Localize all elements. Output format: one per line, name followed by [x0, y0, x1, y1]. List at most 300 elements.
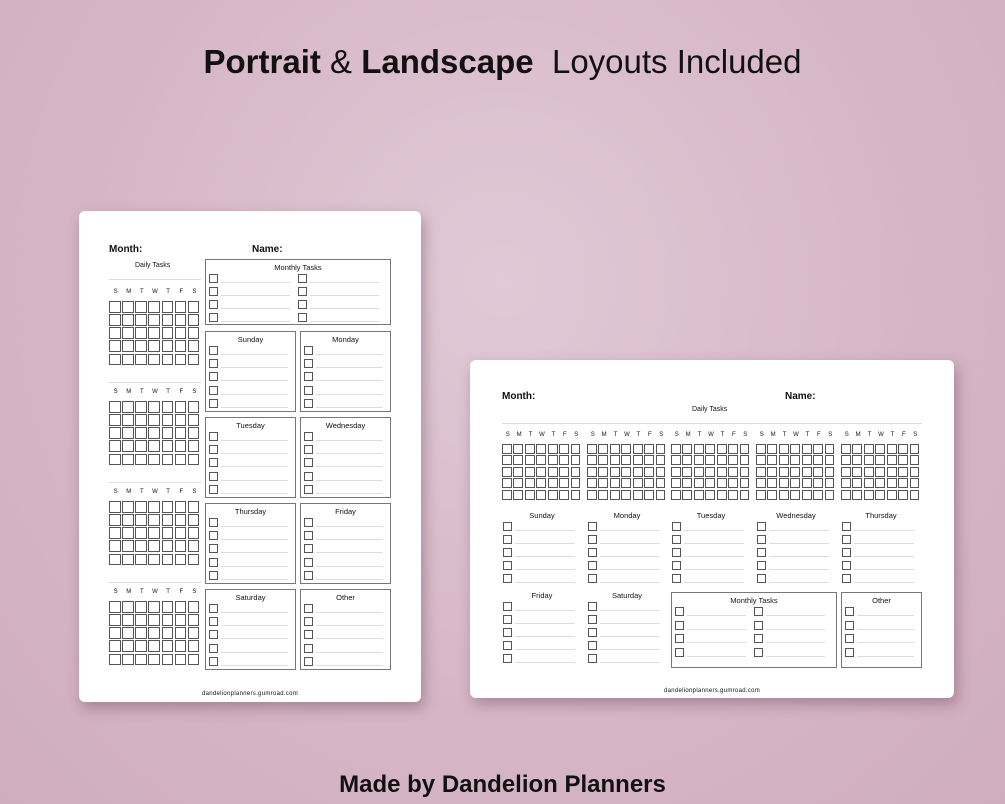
habit-checkbox[interactable]	[188, 354, 200, 366]
task-checkbox[interactable]	[304, 604, 313, 613]
habit-checkbox[interactable]	[705, 478, 715, 488]
habit-checkbox[interactable]	[188, 640, 200, 652]
habit-checkbox[interactable]	[740, 478, 750, 488]
task-checkbox[interactable]	[304, 558, 313, 567]
habit-checkbox[interactable]	[887, 467, 897, 477]
habit-checkbox[interactable]	[109, 540, 121, 552]
habit-checkbox[interactable]	[852, 478, 862, 488]
task-checkbox[interactable]	[757, 522, 766, 531]
task-checkbox[interactable]	[304, 544, 313, 553]
habit-checkbox[interactable]	[109, 314, 121, 326]
task-checkbox[interactable]	[754, 634, 763, 643]
habit-checkbox[interactable]	[841, 490, 851, 500]
habit-checkbox[interactable]	[135, 627, 147, 639]
habit-checkbox[interactable]	[756, 467, 766, 477]
habit-checkbox[interactable]	[525, 444, 535, 454]
habit-checkbox[interactable]	[188, 427, 200, 439]
habit-checkbox[interactable]	[587, 490, 597, 500]
habit-checkbox[interactable]	[536, 478, 546, 488]
habit-checkbox[interactable]	[825, 490, 835, 500]
habit-checkbox[interactable]	[717, 478, 727, 488]
habit-checkbox[interactable]	[175, 314, 187, 326]
task-checkbox[interactable]	[675, 634, 684, 643]
habit-checkbox[interactable]	[536, 444, 546, 454]
habit-checkbox[interactable]	[175, 401, 187, 413]
habit-checkbox[interactable]	[188, 540, 200, 552]
habit-checkbox[interactable]	[864, 444, 874, 454]
habit-checkbox[interactable]	[109, 501, 121, 513]
task-checkbox[interactable]	[209, 386, 218, 395]
habit-checkbox[interactable]	[644, 455, 654, 465]
habit-checkbox[interactable]	[162, 514, 174, 526]
habit-checkbox[interactable]	[571, 478, 581, 488]
task-checkbox[interactable]	[503, 574, 512, 583]
habit-checkbox[interactable]	[694, 490, 704, 500]
habit-checkbox[interactable]	[571, 444, 581, 454]
habit-checkbox[interactable]	[513, 478, 523, 488]
habit-checkbox[interactable]	[682, 467, 692, 477]
habit-checkbox[interactable]	[188, 414, 200, 426]
habit-checkbox[interactable]	[513, 490, 523, 500]
habit-checkbox[interactable]	[559, 444, 569, 454]
task-checkbox[interactable]	[209, 630, 218, 639]
task-checkbox[interactable]	[209, 300, 218, 309]
habit-checkbox[interactable]	[162, 627, 174, 639]
habit-checkbox[interactable]	[671, 467, 681, 477]
task-checkbox[interactable]	[845, 607, 854, 616]
habit-checkbox[interactable]	[705, 455, 715, 465]
task-checkbox[interactable]	[298, 300, 307, 309]
habit-checkbox[interactable]	[188, 314, 200, 326]
habit-checkbox[interactable]	[910, 467, 920, 477]
task-checkbox[interactable]	[672, 522, 681, 531]
habit-checkbox[interactable]	[621, 467, 631, 477]
task-checkbox[interactable]	[757, 535, 766, 544]
task-checkbox[interactable]	[209, 274, 218, 283]
habit-checkbox[interactable]	[813, 490, 823, 500]
habit-checkbox[interactable]	[875, 467, 885, 477]
habit-checkbox[interactable]	[756, 444, 766, 454]
habit-checkbox[interactable]	[122, 354, 134, 366]
habit-checkbox[interactable]	[598, 490, 608, 500]
habit-checkbox[interactable]	[122, 554, 134, 566]
habit-checkbox[interactable]	[756, 455, 766, 465]
habit-checkbox[interactable]	[875, 444, 885, 454]
habit-checkbox[interactable]	[621, 455, 631, 465]
task-checkbox[interactable]	[209, 518, 218, 527]
habit-checkbox[interactable]	[162, 314, 174, 326]
habit-checkbox[interactable]	[148, 301, 160, 313]
task-checkbox[interactable]	[304, 485, 313, 494]
habit-checkbox[interactable]	[162, 414, 174, 426]
habit-checkbox[interactable]	[175, 440, 187, 452]
task-checkbox[interactable]	[757, 548, 766, 557]
habit-checkbox[interactable]	[175, 627, 187, 639]
habit-checkbox[interactable]	[148, 414, 160, 426]
habit-checkbox[interactable]	[162, 440, 174, 452]
habit-checkbox[interactable]	[162, 354, 174, 366]
habit-checkbox[interactable]	[656, 455, 666, 465]
task-checkbox[interactable]	[845, 648, 854, 657]
habit-checkbox[interactable]	[135, 354, 147, 366]
habit-checkbox[interactable]	[802, 455, 812, 465]
habit-checkbox[interactable]	[910, 478, 920, 488]
habit-checkbox[interactable]	[188, 301, 200, 313]
habit-checkbox[interactable]	[717, 467, 727, 477]
task-checkbox[interactable]	[209, 287, 218, 296]
habit-checkbox[interactable]	[109, 627, 121, 639]
habit-checkbox[interactable]	[122, 427, 134, 439]
task-checkbox[interactable]	[588, 628, 597, 637]
habit-checkbox[interactable]	[671, 490, 681, 500]
habit-checkbox[interactable]	[621, 444, 631, 454]
task-checkbox[interactable]	[675, 648, 684, 657]
task-checkbox[interactable]	[298, 287, 307, 296]
task-checkbox[interactable]	[209, 644, 218, 653]
habit-checkbox[interactable]	[162, 501, 174, 513]
habit-checkbox[interactable]	[162, 601, 174, 613]
habit-checkbox[interactable]	[122, 640, 134, 652]
habit-checkbox[interactable]	[109, 440, 121, 452]
habit-checkbox[interactable]	[162, 401, 174, 413]
task-checkbox[interactable]	[588, 522, 597, 531]
habit-checkbox[interactable]	[162, 554, 174, 566]
habit-checkbox[interactable]	[767, 444, 777, 454]
task-checkbox[interactable]	[209, 558, 218, 567]
task-checkbox[interactable]	[842, 561, 851, 570]
habit-checkbox[interactable]	[122, 614, 134, 626]
habit-checkbox[interactable]	[813, 444, 823, 454]
task-checkbox[interactable]	[503, 561, 512, 570]
habit-checkbox[interactable]	[162, 427, 174, 439]
task-checkbox[interactable]	[304, 630, 313, 639]
task-checkbox[interactable]	[209, 359, 218, 368]
habit-checkbox[interactable]	[109, 454, 121, 466]
habit-checkbox[interactable]	[644, 467, 654, 477]
habit-checkbox[interactable]	[135, 527, 147, 539]
habit-checkbox[interactable]	[898, 478, 908, 488]
habit-checkbox[interactable]	[875, 455, 885, 465]
habit-checkbox[interactable]	[109, 414, 121, 426]
habit-checkbox[interactable]	[175, 614, 187, 626]
task-checkbox[interactable]	[209, 531, 218, 540]
task-checkbox[interactable]	[845, 621, 854, 630]
habit-checkbox[interactable]	[852, 467, 862, 477]
habit-checkbox[interactable]	[513, 467, 523, 477]
task-checkbox[interactable]	[588, 615, 597, 624]
task-checkbox[interactable]	[754, 607, 763, 616]
habit-checkbox[interactable]	[502, 467, 512, 477]
task-checkbox[interactable]	[304, 518, 313, 527]
habit-checkbox[interactable]	[841, 478, 851, 488]
habit-checkbox[interactable]	[767, 478, 777, 488]
task-checkbox[interactable]	[209, 617, 218, 626]
habit-checkbox[interactable]	[175, 354, 187, 366]
habit-checkbox[interactable]	[656, 467, 666, 477]
task-checkbox[interactable]	[503, 602, 512, 611]
habit-checkbox[interactable]	[162, 327, 174, 339]
habit-checkbox[interactable]	[813, 467, 823, 477]
task-checkbox[interactable]	[209, 313, 218, 322]
habit-checkbox[interactable]	[887, 455, 897, 465]
task-checkbox[interactable]	[304, 571, 313, 580]
habit-checkbox[interactable]	[148, 354, 160, 366]
habit-checkbox[interactable]	[148, 601, 160, 613]
habit-checkbox[interactable]	[122, 454, 134, 466]
task-checkbox[interactable]	[209, 399, 218, 408]
habit-checkbox[interactable]	[671, 478, 681, 488]
habit-checkbox[interactable]	[502, 478, 512, 488]
habit-checkbox[interactable]	[525, 490, 535, 500]
task-checkbox[interactable]	[304, 399, 313, 408]
habit-checkbox[interactable]	[148, 401, 160, 413]
habit-checkbox[interactable]	[587, 455, 597, 465]
habit-checkbox[interactable]	[122, 501, 134, 513]
habit-checkbox[interactable]	[610, 444, 620, 454]
task-checkbox[interactable]	[304, 644, 313, 653]
habit-checkbox[interactable]	[122, 314, 134, 326]
habit-checkbox[interactable]	[122, 414, 134, 426]
habit-checkbox[interactable]	[656, 478, 666, 488]
task-checkbox[interactable]	[209, 485, 218, 494]
habit-checkbox[interactable]	[887, 478, 897, 488]
habit-checkbox[interactable]	[175, 540, 187, 552]
habit-checkbox[interactable]	[162, 301, 174, 313]
habit-checkbox[interactable]	[109, 601, 121, 613]
habit-checkbox[interactable]	[122, 654, 134, 666]
habit-checkbox[interactable]	[175, 501, 187, 513]
habit-checkbox[interactable]	[188, 614, 200, 626]
task-checkbox[interactable]	[304, 346, 313, 355]
habit-checkbox[interactable]	[122, 401, 134, 413]
task-checkbox[interactable]	[304, 531, 313, 540]
habit-checkbox[interactable]	[671, 455, 681, 465]
task-checkbox[interactable]	[298, 313, 307, 322]
habit-checkbox[interactable]	[188, 454, 200, 466]
habit-checkbox[interactable]	[148, 501, 160, 513]
task-checkbox[interactable]	[754, 621, 763, 630]
habit-checkbox[interactable]	[188, 514, 200, 526]
habit-checkbox[interactable]	[887, 444, 897, 454]
task-checkbox[interactable]	[503, 628, 512, 637]
habit-checkbox[interactable]	[571, 467, 581, 477]
habit-checkbox[interactable]	[109, 654, 121, 666]
habit-checkbox[interactable]	[864, 455, 874, 465]
habit-checkbox[interactable]	[559, 478, 569, 488]
task-checkbox[interactable]	[675, 621, 684, 630]
habit-checkbox[interactable]	[644, 444, 654, 454]
habit-checkbox[interactable]	[790, 444, 800, 454]
habit-checkbox[interactable]	[162, 340, 174, 352]
habit-checkbox[interactable]	[779, 478, 789, 488]
habit-checkbox[interactable]	[633, 444, 643, 454]
habit-checkbox[interactable]	[122, 540, 134, 552]
habit-checkbox[interactable]	[740, 467, 750, 477]
habit-checkbox[interactable]	[875, 478, 885, 488]
habit-checkbox[interactable]	[790, 455, 800, 465]
habit-checkbox[interactable]	[717, 444, 727, 454]
habit-checkbox[interactable]	[682, 455, 692, 465]
habit-checkbox[interactable]	[790, 467, 800, 477]
habit-checkbox[interactable]	[705, 467, 715, 477]
habit-checkbox[interactable]	[898, 444, 908, 454]
habit-checkbox[interactable]	[656, 444, 666, 454]
task-checkbox[interactable]	[209, 544, 218, 553]
habit-checkbox[interactable]	[644, 490, 654, 500]
habit-checkbox[interactable]	[162, 654, 174, 666]
task-checkbox[interactable]	[588, 641, 597, 650]
habit-checkbox[interactable]	[633, 490, 643, 500]
task-checkbox[interactable]	[845, 634, 854, 643]
habit-checkbox[interactable]	[548, 478, 558, 488]
habit-checkbox[interactable]	[536, 455, 546, 465]
task-checkbox[interactable]	[209, 458, 218, 467]
habit-checkbox[interactable]	[610, 490, 620, 500]
habit-checkbox[interactable]	[175, 527, 187, 539]
habit-checkbox[interactable]	[825, 455, 835, 465]
habit-checkbox[interactable]	[598, 478, 608, 488]
task-checkbox[interactable]	[588, 602, 597, 611]
habit-checkbox[interactable]	[559, 490, 569, 500]
habit-checkbox[interactable]	[135, 454, 147, 466]
habit-checkbox[interactable]	[148, 514, 160, 526]
habit-checkbox[interactable]	[875, 490, 885, 500]
habit-checkbox[interactable]	[109, 401, 121, 413]
task-checkbox[interactable]	[503, 548, 512, 557]
habit-checkbox[interactable]	[571, 455, 581, 465]
task-checkbox[interactable]	[209, 657, 218, 666]
task-checkbox[interactable]	[304, 472, 313, 481]
task-checkbox[interactable]	[209, 472, 218, 481]
habit-checkbox[interactable]	[802, 467, 812, 477]
task-checkbox[interactable]	[672, 561, 681, 570]
habit-checkbox[interactable]	[148, 427, 160, 439]
habit-checkbox[interactable]	[705, 444, 715, 454]
habit-checkbox[interactable]	[122, 327, 134, 339]
habit-checkbox[interactable]	[135, 601, 147, 613]
habit-checkbox[interactable]	[671, 444, 681, 454]
habit-checkbox[interactable]	[188, 627, 200, 639]
habit-checkbox[interactable]	[162, 640, 174, 652]
habit-checkbox[interactable]	[587, 444, 597, 454]
task-checkbox[interactable]	[588, 535, 597, 544]
habit-checkbox[interactable]	[825, 478, 835, 488]
habit-checkbox[interactable]	[148, 327, 160, 339]
habit-checkbox[interactable]	[559, 467, 569, 477]
habit-checkbox[interactable]	[813, 478, 823, 488]
habit-checkbox[interactable]	[135, 501, 147, 513]
habit-checkbox[interactable]	[767, 467, 777, 477]
habit-checkbox[interactable]	[175, 514, 187, 526]
habit-checkbox[interactable]	[162, 540, 174, 552]
habit-checkbox[interactable]	[633, 467, 643, 477]
habit-checkbox[interactable]	[513, 444, 523, 454]
habit-checkbox[interactable]	[135, 427, 147, 439]
habit-checkbox[interactable]	[122, 440, 134, 452]
habit-checkbox[interactable]	[175, 414, 187, 426]
habit-checkbox[interactable]	[841, 455, 851, 465]
habit-checkbox[interactable]	[841, 467, 851, 477]
task-checkbox[interactable]	[304, 445, 313, 454]
task-checkbox[interactable]	[503, 522, 512, 531]
habit-checkbox[interactable]	[525, 455, 535, 465]
habit-checkbox[interactable]	[148, 554, 160, 566]
habit-checkbox[interactable]	[122, 601, 134, 613]
habit-checkbox[interactable]	[188, 527, 200, 539]
task-checkbox[interactable]	[209, 372, 218, 381]
habit-checkbox[interactable]	[148, 654, 160, 666]
habit-checkbox[interactable]	[598, 455, 608, 465]
habit-checkbox[interactable]	[188, 440, 200, 452]
habit-checkbox[interactable]	[813, 455, 823, 465]
habit-checkbox[interactable]	[705, 490, 715, 500]
habit-checkbox[interactable]	[536, 490, 546, 500]
habit-checkbox[interactable]	[148, 454, 160, 466]
habit-checkbox[interactable]	[148, 627, 160, 639]
habit-checkbox[interactable]	[682, 444, 692, 454]
habit-checkbox[interactable]	[188, 327, 200, 339]
task-checkbox[interactable]	[298, 274, 307, 283]
habit-checkbox[interactable]	[109, 554, 121, 566]
habit-checkbox[interactable]	[779, 444, 789, 454]
habit-checkbox[interactable]	[135, 327, 147, 339]
habit-checkbox[interactable]	[779, 455, 789, 465]
task-checkbox[interactable]	[304, 372, 313, 381]
task-checkbox[interactable]	[757, 561, 766, 570]
habit-checkbox[interactable]	[175, 301, 187, 313]
habit-checkbox[interactable]	[175, 327, 187, 339]
task-checkbox[interactable]	[842, 535, 851, 544]
habit-checkbox[interactable]	[109, 514, 121, 526]
habit-checkbox[interactable]	[621, 490, 631, 500]
habit-checkbox[interactable]	[188, 601, 200, 613]
habit-checkbox[interactable]	[610, 467, 620, 477]
habit-checkbox[interactable]	[548, 455, 558, 465]
habit-checkbox[interactable]	[790, 478, 800, 488]
task-checkbox[interactable]	[842, 522, 851, 531]
habit-checkbox[interactable]	[188, 501, 200, 513]
task-checkbox[interactable]	[304, 617, 313, 626]
habit-checkbox[interactable]	[148, 614, 160, 626]
habit-checkbox[interactable]	[728, 444, 738, 454]
habit-checkbox[interactable]	[887, 490, 897, 500]
habit-checkbox[interactable]	[135, 440, 147, 452]
habit-checkbox[interactable]	[728, 490, 738, 500]
task-checkbox[interactable]	[503, 615, 512, 624]
habit-checkbox[interactable]	[548, 490, 558, 500]
habit-checkbox[interactable]	[135, 401, 147, 413]
task-checkbox[interactable]	[672, 535, 681, 544]
habit-checkbox[interactable]	[779, 467, 789, 477]
habit-checkbox[interactable]	[825, 444, 835, 454]
habit-checkbox[interactable]	[910, 444, 920, 454]
habit-checkbox[interactable]	[728, 455, 738, 465]
habit-checkbox[interactable]	[536, 467, 546, 477]
habit-checkbox[interactable]	[740, 455, 750, 465]
habit-checkbox[interactable]	[175, 601, 187, 613]
habit-checkbox[interactable]	[694, 467, 704, 477]
habit-checkbox[interactable]	[109, 340, 121, 352]
habit-checkbox[interactable]	[162, 614, 174, 626]
habit-checkbox[interactable]	[587, 478, 597, 488]
habit-checkbox[interactable]	[864, 478, 874, 488]
habit-checkbox[interactable]	[633, 478, 643, 488]
habit-checkbox[interactable]	[148, 440, 160, 452]
habit-checkbox[interactable]	[598, 467, 608, 477]
habit-checkbox[interactable]	[188, 340, 200, 352]
habit-checkbox[interactable]	[621, 478, 631, 488]
habit-checkbox[interactable]	[122, 514, 134, 526]
